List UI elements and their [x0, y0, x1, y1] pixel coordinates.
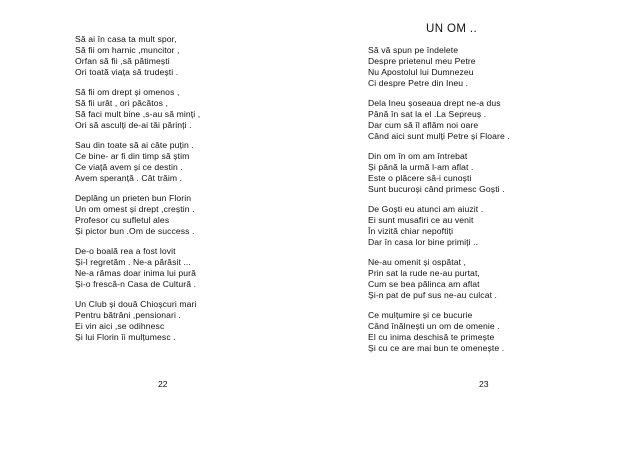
poem-line: Din om în om am întrebat	[368, 151, 468, 161]
left-poem	[75, 34, 305, 352]
poem-stanza	[75, 140, 305, 184]
right-poem	[368, 45, 628, 363]
poem-line: Să vă spun pe îndelete	[368, 45, 459, 55]
poem-line: Ci despre Petre din Ineu .	[368, 78, 469, 88]
poem-stanza	[368, 45, 628, 89]
poem-stanza	[368, 310, 628, 354]
poem-line: Avem speranță . Cât trăim .	[75, 173, 183, 183]
poem-stanza	[368, 257, 628, 301]
poem-stanza	[368, 204, 628, 248]
poem-line: Un Club și două Chioșcuri mari	[75, 299, 197, 309]
poem-stanza	[75, 246, 305, 290]
poem-line: Sau din toate să ai câte puțin .	[75, 140, 194, 150]
poem-line: Profesor cu sufletul ales	[75, 215, 170, 225]
poem-line: Să faci mult bine ,s-au să minți ,	[75, 109, 201, 119]
poem-stanza	[368, 98, 628, 142]
poem-stanza	[75, 87, 305, 131]
poem-line: Dar în casa lor bine primiți ..	[368, 237, 479, 247]
poem-line: Nu Apostolul lui Dumnezeu	[368, 67, 474, 77]
page-number-left: 22	[158, 379, 168, 389]
poem-line: Și pictor bun .Om de success .	[75, 226, 195, 236]
poem-line: Pentru bătrâni ,pensionari .	[75, 310, 181, 320]
right-page	[319, 0, 638, 452]
poem-line: Ce viață avem și ce destin .	[75, 162, 183, 172]
poem-line: Dela Ineu șoseaua drept ne-a dus	[368, 98, 501, 108]
poem-line: Un om omest și drept ,creștin .	[75, 204, 195, 214]
poem-line: Și lui Florin îi mulțumesc .	[75, 332, 176, 342]
poem-line: Să fii urât , ori păcătos ,	[75, 98, 168, 108]
poem-line: Ei sunt musafiri ce au venit	[368, 215, 474, 225]
poem-line: Și până la urmă l-am aflat .	[368, 162, 474, 172]
poem-line: Ne-au omenit și ospătat ,	[368, 257, 467, 267]
poem-line: Este o plăcere să-i cunoști	[368, 173, 472, 183]
poem-line: De Goști eu atunci am aiuzit .	[368, 204, 484, 214]
poem-line: Sunt bucuroși când primesc Goști .	[368, 184, 505, 194]
poem-line: Și cu ce are mai bun te omenește .	[368, 343, 505, 353]
poem-line: Ori toată viața să trudești .	[75, 67, 179, 77]
poem-line: Să fii om drept și omenos ,	[75, 87, 180, 97]
poem-line: Să ai în casa ta mult spor,	[75, 34, 177, 44]
poem-line: Ori să asculți de-ai tăi părinți .	[75, 120, 192, 130]
poem-stanza	[368, 151, 628, 195]
poem-line: Când aici sunt mulți Petre și Floare .	[368, 131, 510, 141]
poem-stanza	[75, 34, 305, 78]
poem-line: Și-l regretăm . Ne-a părăsit ...	[75, 257, 191, 267]
poem-line: El cu inima deschisă te primește	[368, 332, 495, 342]
poem-line: Ei vin aici ,se odihnesc	[75, 321, 165, 331]
poem-line: Ce bine- ar fi din timp să știm	[75, 151, 190, 161]
poem-line: Orfan să fii ,să pătimești	[75, 56, 170, 66]
poem-line: De-o boală rea a fost lovit	[75, 246, 176, 256]
poem-line: Dar cum să îl aflăm noi oare	[368, 120, 479, 130]
poem-line: Ce mulțumire și ce bucurie	[368, 310, 473, 320]
poem-line: Cum se bea pălinca am aflat	[368, 279, 480, 289]
poem-line: Deplâng un prieten bun Florin	[75, 193, 192, 203]
poem-stanza	[75, 299, 305, 343]
poem-line: Până în sat la el .La Sepreuș .	[368, 109, 487, 119]
poem-line: Și-n pat de puf sus ne-au culcat .	[368, 290, 498, 300]
poem-title: UN OM ..	[426, 23, 478, 35]
poem-line: Când înălnești un om de omenie .	[368, 321, 500, 331]
poem-line: În vizită chiar nepoftiți	[368, 226, 454, 236]
poem-line: Și-o frescă-n Casa de Cultură .	[75, 279, 197, 289]
page-number-right: 23	[479, 379, 489, 389]
poem-line: Despre prietenul meu Petre	[368, 56, 476, 66]
poem-line: Prin sat la rude ne-au purtat,	[368, 268, 480, 278]
poem-stanza	[75, 193, 305, 237]
poem-line: Ne-a rămas doar inima lui pură	[75, 268, 196, 278]
poem-line: Să fii om harnic ,muncitor ,	[75, 45, 180, 55]
